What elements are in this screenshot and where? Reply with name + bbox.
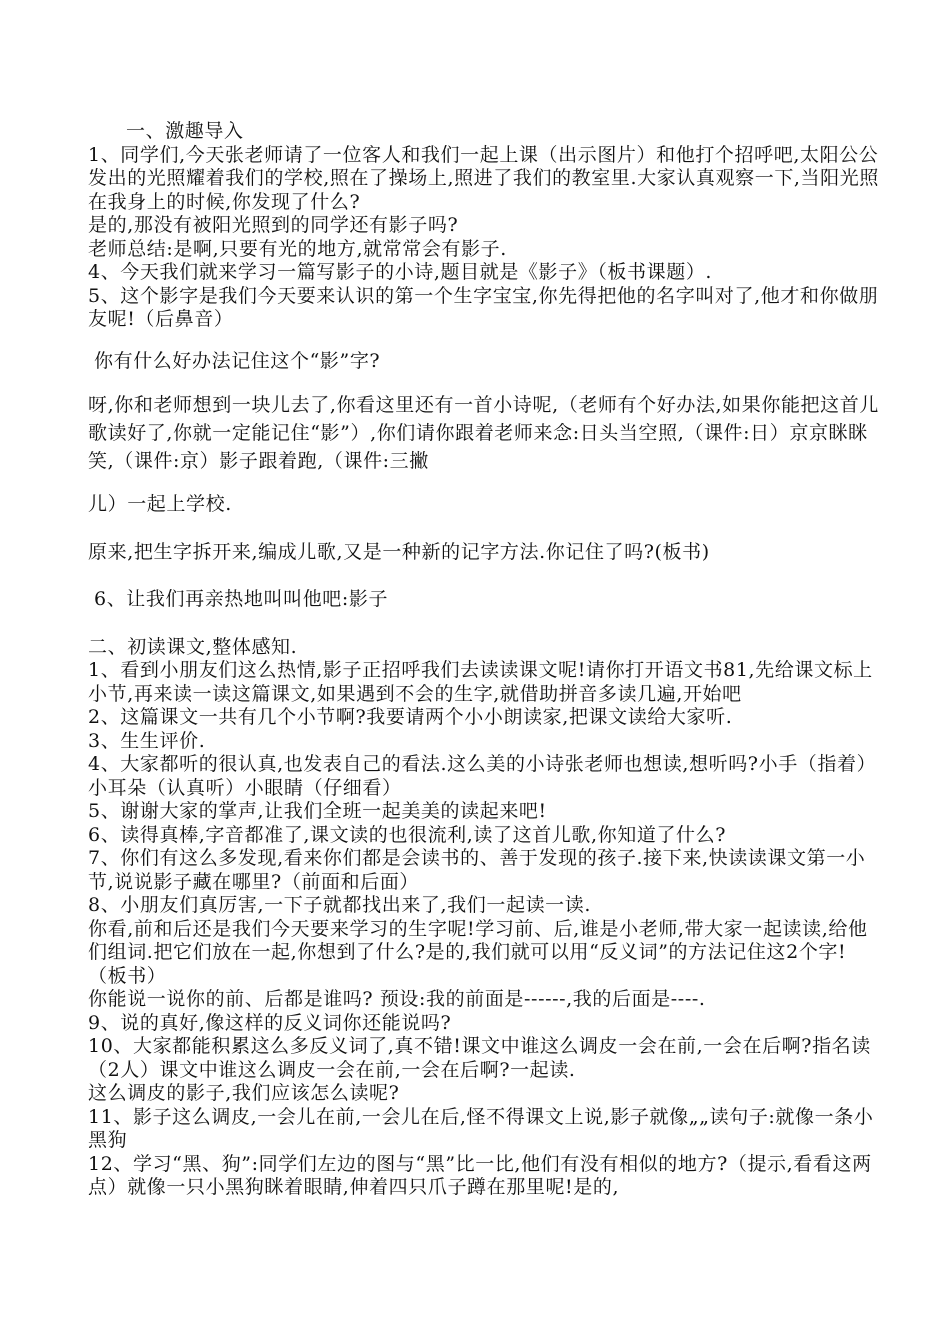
section-heading-reading: 二、初读课文,整体感知.: [88, 635, 298, 658]
paragraph: 3、生生评价.: [88, 729, 206, 752]
paragraph: 是的,那没有被阳光照到的同学还有影子吗?: [88, 214, 459, 236]
paragraph: 5、谢谢大家的掌声,让我们全班一起美美的读起来吧!: [88, 800, 547, 822]
paragraph: 原来,把生字拆开来,编成儿歌,又是一种新的记字方法.你记住了吗?(板书): [88, 540, 710, 563]
paragraph: 1、同学们,今天张老师请了一位客人和我们一起上课（出示图片）和他打个招呼吧,太阳公公发出的光照耀着我们的学校,照在了操场上,照进了我们的教室里.大家认真观察一下,当阳光照在我身上的时候,你发现了什么?: [88, 143, 879, 213]
paragraph: 9、说的真好,像这样的反义词你还能说吗?: [88, 1011, 452, 1034]
paragraph: 1、看到小朋友们这么热情,影子正招呼我们去读读课文呢!请你打开语文书81,先给课文标上小节,再来读一读这篇课文,如果遇到不会的生字,就借助拼音多读几遍,开始吧: [88, 659, 873, 705]
paragraph: 2、这篇课文一共有几个小节啊?我要请两个小小朗读家,把课文读给大家听.: [88, 706, 733, 728]
paragraph: 10、大家都能积累这么多反义词了,真不错!课文中谁这么调皮一会在前,一会在后啊?指名读（2人）课文中谁这么调皮一会在前,一会在后啊?一起读.: [88, 1035, 871, 1081]
paragraph: 你能说一说你的前、后都是谁吗? 预设:我的前面是------,我的后面是----.: [88, 988, 706, 1010]
paragraph: 老师总结:是啊,只要有光的地方,就常常会有影子.: [88, 237, 507, 260]
paragraph: 你有什么好办法记住这个“影”字?: [94, 349, 381, 372]
paragraph: 4、大家都听的很认真,也发表自己的看法.这么美的小诗张老师也想读,想听吗?小手（指着）小耳朵（认真听）小眼睛（仔细看）: [88, 753, 877, 799]
paragraph: 5、这个影字是我们今天要来认识的第一个生字宝宝,你先得把他的名字叫对了,他才和你做朋友呢!（后鼻音）: [88, 284, 879, 330]
paragraph: 8、小朋友们真厉害,一下子就都找出来了,我们一起读一读.: [88, 894, 592, 916]
paragraph: 你看,前和后还是我们今天要来学习的生字呢!学习前、后,谁是小老师,带大家一起读读,给他们组词.把它们放在一起,你想到了什么?是的,我们就可以用“反义词”的方法记住这2个字!（板书）: [88, 917, 868, 987]
paragraph: 4、今天我们就来学习一篇写影子的小诗,题目就是《影子》（板书课题）.: [88, 261, 713, 283]
paragraph: 这么调皮的影子,我们应该怎么读呢?: [88, 1082, 400, 1104]
paragraph: 7、你们有这么多发现,看来你们都是会读书的、善于发现的孩子.接下来,快读读课文第一小节,说说影子藏在哪里?（前面和后面）: [88, 847, 866, 893]
paragraph: 6、让我们再亲热地叫叫他吧:影子: [94, 588, 389, 610]
section-heading-intro: 一、激趣导入: [126, 120, 244, 142]
paragraph: 6、读得真棒,字音都准了,课文读的也很流利,读了这首儿歌,你知道了什么?: [88, 823, 727, 846]
paragraph: 呀,你和老师想到一块儿去了,你看这里还有一首小诗呢,（老师有个好办法,如果你能把这首儿歌读好了,你就一定能记住“影”）,你们请你跟着老师来念:日头当空照,（课件:日）京京眯眯笑,（课件:京）影子跟着跑,（课件:三撇: [88, 394, 879, 472]
paragraph: 儿）一起上学校.: [88, 493, 232, 515]
paragraph: 12、学习“黑、狗”:同学们左边的图与“黑”比一比,他们有没有相似的地方?（提示,看看这两点）就像一只小黑狗眯着眼睛,伸着四只爪子蹲在那里呢!是的,: [88, 1152, 872, 1198]
paragraph: 11、影子这么调皮,一会儿在前,一会儿在后,怪不得课文上说,影子就像„„读句子:就像一条小黑狗: [88, 1105, 874, 1151]
